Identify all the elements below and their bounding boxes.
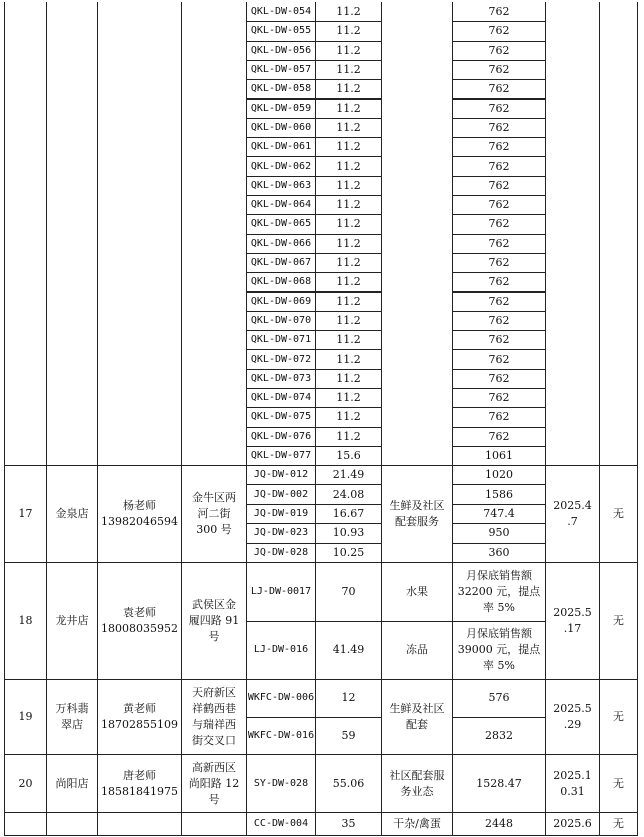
remark-cell: 无 (599, 754, 638, 813)
area-cell: 11.2 (315, 292, 382, 312)
rent-cell: 576 (452, 679, 546, 718)
stall-code-cell: JQ-DW-028 (246, 543, 316, 563)
area-cell: 12 (315, 679, 382, 718)
rent-cell: 762 (452, 234, 546, 254)
row-number-cell: 17 (4, 465, 47, 563)
stall-code-cell: CC-DW-004 (246, 812, 316, 836)
stall-code-cell: JQ-DW-002 (246, 484, 316, 504)
business-type-cell: 社区配套服 务业态 (381, 754, 453, 813)
stall-code-cell: LJ-DW-016 (246, 621, 316, 681)
rent-cell: 762 (452, 41, 546, 61)
rent-cell: 月保底销售额 39000 元，提点 率 5% (452, 621, 546, 681)
address-cell-continued (181, 2, 247, 466)
rent-cell: 762 (452, 214, 546, 234)
date-cell: 2025.5 .29 (545, 679, 600, 755)
stall-code-cell: QKL-DW-065 (246, 214, 316, 234)
stall-code-cell: QKL-DW-057 (246, 60, 316, 80)
address-cell (181, 812, 247, 836)
rent-cell: 762 (452, 253, 546, 273)
area-cell: 41.49 (315, 621, 382, 681)
store-cell-continued (46, 2, 98, 466)
stall-code-cell: QKL-DW-077 (246, 446, 316, 466)
area-cell: 11.2 (315, 311, 382, 331)
store-name-cell: 万科翡 翠店 (46, 679, 98, 755)
address-cell: 武侯区金 履四路 91 号 (181, 562, 247, 680)
rent-cell: 762 (452, 2, 546, 22)
rent-cell: 762 (452, 407, 546, 427)
area-cell: 35 (315, 812, 382, 836)
stall-code-cell: QKL-DW-068 (246, 272, 316, 292)
area-cell: 11.2 (315, 407, 382, 427)
stall-code-cell: QKL-DW-060 (246, 118, 316, 138)
address-cell: 天府新区 祥鹤西巷 与瑞祥西 街交叉口 (181, 679, 247, 755)
address-cell: 金牛区两 河二街 300 号 (181, 465, 247, 563)
business-type-cell: 干杂/禽蛋 (381, 812, 453, 836)
area-cell: 21.49 (315, 465, 382, 485)
stall-code-cell: SY-DW-028 (246, 754, 316, 813)
date-cell: 2025.1 0.31 (545, 754, 600, 813)
area-cell: 55.06 (315, 754, 382, 813)
contact-cell (97, 812, 182, 836)
rent-cell: 762 (452, 292, 546, 312)
area-cell: 11.2 (315, 156, 382, 176)
stall-code-cell: QKL-DW-062 (246, 156, 316, 176)
row-number-cell: 18 (4, 562, 47, 680)
area-cell: 11.2 (315, 369, 382, 389)
area-cell: 11.2 (315, 234, 382, 254)
date-cell: 2025.6 (545, 812, 600, 836)
row-number-cell (4, 812, 47, 836)
rent-cell: 762 (452, 79, 546, 99)
rent-cell: 950 (452, 523, 546, 543)
stall-code-cell: QKL-DW-074 (246, 388, 316, 408)
rent-cell: 762 (452, 330, 546, 350)
rent-cell: 1586 (452, 484, 546, 504)
contact-cell: 唐老师 18581841975 (97, 754, 182, 813)
stall-code-cell: QKL-DW-066 (246, 234, 316, 254)
area-cell: 16.67 (315, 504, 382, 524)
rent-cell: 360 (452, 543, 546, 563)
stall-code-cell: QKL-DW-072 (246, 349, 316, 369)
contact-cell: 杨老师 13982046594 (97, 465, 182, 563)
stall-code-cell: QKL-DW-058 (246, 79, 316, 99)
area-cell: 10.93 (315, 523, 382, 543)
area-cell: 11.2 (315, 176, 382, 196)
rent-cell: 762 (452, 427, 546, 447)
area-cell: 11.2 (315, 2, 382, 22)
remark-cell: 无 (599, 679, 638, 755)
rent-cell: 762 (452, 60, 546, 80)
area-cell: 11.2 (315, 195, 382, 215)
area-cell: 11.2 (315, 214, 382, 234)
stall-code-cell: JQ-DW-019 (246, 504, 316, 524)
area-cell: 11.2 (315, 99, 382, 119)
stall-code-cell: QKL-DW-070 (246, 311, 316, 331)
area-cell: 59 (315, 717, 382, 756)
rent-cell: 月保底销售额 32200 元，提点 率 5% (452, 562, 546, 622)
area-cell: 11.2 (315, 253, 382, 273)
rent-cell: 1061 (452, 446, 546, 466)
contact-cell-continued (97, 2, 182, 466)
area-cell: 11.2 (315, 349, 382, 369)
rent-cell: 762 (452, 156, 546, 176)
stall-code-cell: JQ-DW-012 (246, 465, 316, 485)
stall-code-cell: QKL-DW-055 (246, 21, 316, 41)
area-cell: 70 (315, 562, 382, 622)
area-cell: 11.2 (315, 79, 382, 99)
business-type-cell: 水果 (381, 562, 453, 622)
stall-code-cell: QKL-DW-061 (246, 137, 316, 157)
stall-code-cell: WKFC-DW-016 (246, 717, 316, 756)
date-cell: 2025.5 .17 (545, 562, 600, 680)
area-cell: 11.2 (315, 60, 382, 80)
rent-cell: 762 (452, 349, 546, 369)
remark-cell-continued (599, 2, 638, 466)
rent-cell: 762 (452, 21, 546, 41)
rent-cell: 1528.47 (452, 754, 546, 813)
business-type-cell: 冻品 (381, 621, 453, 681)
area-cell: 11.2 (315, 41, 382, 61)
business-type-cell: 生鲜及社区 配套 (381, 679, 453, 755)
business-type-cell: 生鲜及社区 配套服务 (381, 465, 453, 563)
rent-cell: 762 (452, 99, 546, 119)
rent-cell: 2448 (452, 812, 546, 836)
stall-code-cell: QKL-DW-054 (246, 2, 316, 22)
rent-cell: 2832 (452, 717, 546, 756)
no-cell-continued (4, 2, 47, 466)
stall-code-cell: QKL-DW-076 (246, 427, 316, 447)
row-number-cell: 19 (4, 679, 47, 755)
rent-cell: 762 (452, 272, 546, 292)
store-name-cell: 龙井店 (46, 562, 98, 680)
rent-cell: 762 (452, 118, 546, 138)
rent-cell: 762 (452, 311, 546, 331)
stall-code-cell: WKFC-DW-006 (246, 679, 316, 718)
rent-cell: 762 (452, 176, 546, 196)
row-number-cell: 20 (4, 754, 47, 813)
stall-code-cell: QKL-DW-073 (246, 369, 316, 389)
rent-cell: 762 (452, 388, 546, 408)
store-name-cell (46, 812, 98, 836)
area-cell: 11.2 (315, 330, 382, 350)
area-cell: 10.25 (315, 543, 382, 563)
area-cell: 11.2 (315, 388, 382, 408)
store-name-cell: 金泉店 (46, 465, 98, 563)
area-cell: 24.08 (315, 484, 382, 504)
stall-code-cell: QKL-DW-075 (246, 407, 316, 427)
stall-code-cell: QKL-DW-069 (246, 292, 316, 312)
rent-cell: 747.4 (452, 504, 546, 524)
remark-cell: 无 (599, 562, 638, 680)
stall-code-cell: QKL-DW-063 (246, 176, 316, 196)
address-cell: 高新西区 尚阳路 12 号 (181, 754, 247, 813)
stall-code-cell: QKL-DW-059 (246, 99, 316, 119)
stall-code-cell: LJ-DW-0017 (246, 562, 316, 622)
contact-cell: 袁老师 18008035952 (97, 562, 182, 680)
rent-cell: 762 (452, 137, 546, 157)
remark-cell: 无 (599, 812, 638, 836)
stall-code-cell: QKL-DW-071 (246, 330, 316, 350)
area-cell: 11.2 (315, 427, 382, 447)
store-name-cell: 尚阳店 (46, 754, 98, 813)
rent-cell: 1020 (452, 465, 546, 485)
date-cell-continued (545, 2, 600, 466)
area-cell: 11.2 (315, 21, 382, 41)
rent-cell: 762 (452, 369, 546, 389)
date-cell: 2025.4 .7 (545, 465, 600, 563)
stall-code-cell: QKL-DW-056 (246, 41, 316, 61)
area-cell: 11.2 (315, 118, 382, 138)
contact-cell: 黄老师 18702855109 (97, 679, 182, 755)
rent-cell: 762 (452, 195, 546, 215)
stall-code-cell: QKL-DW-064 (246, 195, 316, 215)
area-cell: 15.6 (315, 446, 382, 466)
stall-code-cell: QKL-DW-067 (246, 253, 316, 273)
area-cell: 11.2 (315, 272, 382, 292)
business-cell-continued (381, 2, 453, 466)
stall-code-cell: JQ-DW-023 (246, 523, 316, 543)
remark-cell: 无 (599, 465, 638, 563)
area-cell: 11.2 (315, 137, 382, 157)
